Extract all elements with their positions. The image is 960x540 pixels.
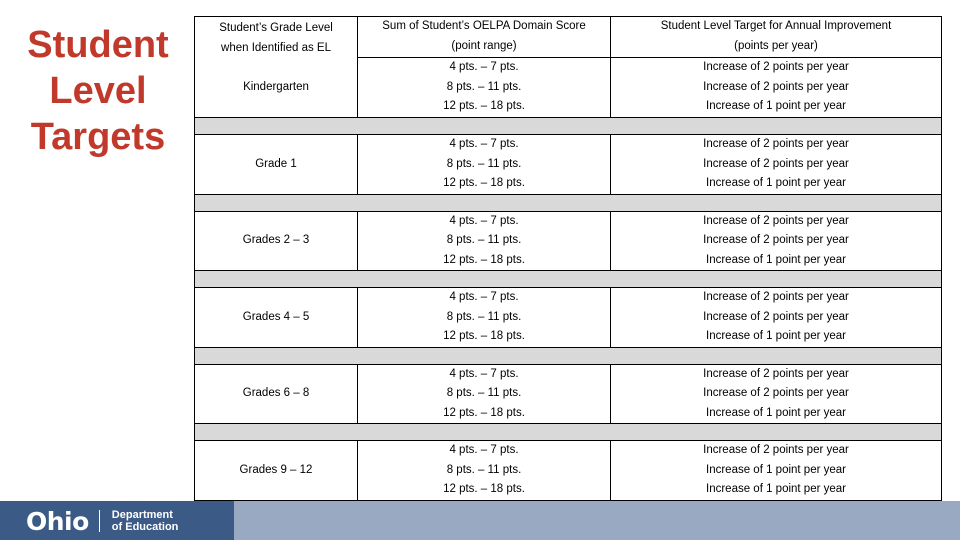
slide-title-line: Level <box>49 70 147 112</box>
target-line: Increase of 2 points per year <box>703 80 849 93</box>
range-line: 4 pts. – 7 pts. <box>449 138 519 150</box>
spacer-row <box>195 347 942 364</box>
range-cell <box>358 57 611 117</box>
header-score-cell <box>358 17 611 58</box>
header-score-line: (point range) <box>451 39 517 52</box>
grade-cell: Grade 1 <box>195 135 358 195</box>
range-cell <box>358 441 611 501</box>
header-grade-line: Student’s Grade Level <box>219 22 333 34</box>
target-cell <box>611 57 942 117</box>
target-line: Increase of 2 points per year <box>703 61 849 74</box>
grade-row <box>195 211 942 271</box>
ohio-department-of-education-logo <box>26 505 178 537</box>
slide-title-line: Student <box>27 24 169 66</box>
target-line: Increase of 2 points per year <box>703 291 849 303</box>
logo-dept-line: Department <box>111 509 173 521</box>
target-cell <box>611 288 942 348</box>
target-line: Increase of 1 point per year <box>706 177 846 189</box>
grade-cell: Grades 9 – 12 <box>195 441 358 501</box>
range-line: 8 pts. – 11 pts. <box>446 234 522 246</box>
student-level-targets-table <box>194 16 941 500</box>
spacer-row <box>195 424 942 441</box>
grade-row <box>195 288 942 348</box>
spacer-row <box>195 271 942 288</box>
slide-title-line: Targets <box>30 116 166 158</box>
range-line: 8 pts. – 11 pts. <box>446 80 522 93</box>
target-line: Increase of 1 point per year <box>706 463 846 476</box>
range-line: 8 pts. – 11 pts. <box>446 157 522 170</box>
range-line: 8 pts. – 11 pts. <box>446 387 522 399</box>
grade-label: Kindergarten <box>243 81 309 94</box>
grade-cell <box>195 17 358 118</box>
range-line: 8 pts. – 11 pts. <box>446 310 522 323</box>
target-line: Increase of 1 point per year <box>706 406 846 419</box>
target-cell <box>611 135 942 195</box>
range-line: 4 pts. – 7 pts. <box>449 367 519 380</box>
target-line: Increase of 2 points per year <box>703 138 849 150</box>
target-line: Increase of 2 points per year <box>703 157 849 170</box>
range-line: 4 pts. – 7 pts. <box>449 291 519 303</box>
target-cell <box>611 364 942 424</box>
logo-divider <box>99 510 100 532</box>
header-target-line: Student Level Target for Annual Improvement <box>660 20 892 33</box>
range-line: 12 pts. – 18 pts. <box>443 330 525 342</box>
target-cell <box>611 441 942 501</box>
target-line: Increase of 1 point per year <box>706 100 846 113</box>
header-score-line: Sum of Student’s OELPA Domain Score <box>382 20 586 33</box>
target-line: Increase of 2 points per year <box>703 444 849 456</box>
grade-cell: Grades 2 – 3 <box>195 211 358 271</box>
slide-title <box>8 22 188 160</box>
footer-bar <box>0 501 960 540</box>
range-cell <box>358 135 611 195</box>
spacer-row <box>195 194 942 211</box>
range-line: 12 pts. – 18 pts. <box>443 100 525 113</box>
ohio-logo-word: Ohio <box>26 506 89 536</box>
grade-row <box>195 441 942 501</box>
range-cell <box>358 211 611 271</box>
footer-logo-panel <box>0 501 234 540</box>
logo-department-text <box>112 509 179 533</box>
header-target-line: (points per year) <box>734 39 818 52</box>
header-and-kindergarten-row <box>195 17 942 58</box>
target-line: Increase of 1 point per year <box>706 483 846 495</box>
header-grade-line: when Identified as EL <box>221 41 331 54</box>
range-line: 4 pts. – 7 pts. <box>449 61 519 74</box>
header-target-cell <box>611 17 942 58</box>
target-line: Increase of 2 points per year <box>703 234 849 246</box>
target-line: Increase of 2 points per year <box>703 367 849 380</box>
logo-dept-line: of Education <box>111 521 179 533</box>
range-line: 12 pts. – 18 pts. <box>443 483 525 495</box>
range-line: 12 pts. – 18 pts. <box>443 253 525 266</box>
range-line: 4 pts. – 7 pts. <box>449 444 519 456</box>
spacer-row <box>195 118 942 135</box>
range-line: 12 pts. – 18 pts. <box>443 406 525 419</box>
range-cell <box>358 288 611 348</box>
grade-row <box>195 135 942 195</box>
grade-cell: Grades 4 – 5 <box>195 288 358 348</box>
target-cell <box>611 211 942 271</box>
grade-cell: Grades 6 – 8 <box>195 364 358 424</box>
range-line: 4 pts. – 7 pts. <box>449 214 519 227</box>
target-line: Increase of 2 points per year <box>703 387 849 399</box>
range-cell <box>358 364 611 424</box>
range-line: 12 pts. – 18 pts. <box>443 177 525 189</box>
grade-row <box>195 364 942 424</box>
target-line: Increase of 1 point per year <box>706 330 846 342</box>
range-line: 8 pts. – 11 pts. <box>446 463 522 476</box>
target-line: Increase of 2 points per year <box>703 310 849 323</box>
target-line: Increase of 2 points per year <box>703 214 849 227</box>
target-line: Increase of 1 point per year <box>706 253 846 266</box>
